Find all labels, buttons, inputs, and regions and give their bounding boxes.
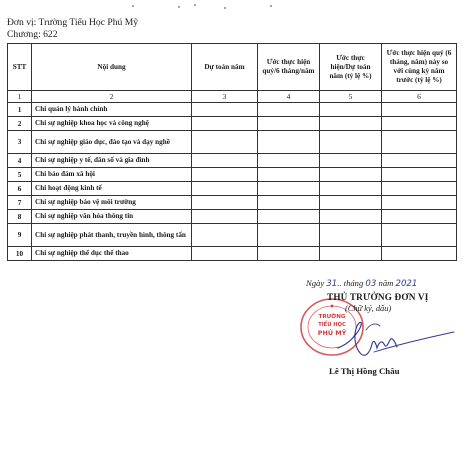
table-row	[8, 103, 457, 117]
empty-cell	[382, 117, 457, 131]
table-row	[8, 247, 457, 261]
empty-cell	[382, 224, 457, 247]
empty-cell	[258, 182, 320, 196]
column-number: 1	[8, 91, 32, 103]
table-row	[8, 154, 457, 168]
signatory-title: THỦ TRƯỞNG ĐƠN VỊ	[327, 292, 429, 302]
empty-cell	[320, 154, 382, 168]
empty-cell	[320, 224, 382, 247]
empty-cell	[320, 247, 382, 261]
table-header-row	[8, 44, 457, 91]
unit-header: Đơn vị: Trường Tiểu Học Phú Mỹ	[7, 17, 139, 28]
empty-cell	[192, 103, 258, 117]
empty-cell	[258, 103, 320, 117]
empty-cell	[258, 154, 320, 168]
row-content: Chi sự nghiệp giáo dục, đào tạo và dạy nghề	[32, 131, 192, 154]
date-month-label: tháng	[343, 278, 364, 288]
col-header-actual-vs-estimate: Ước thực hiện/Dự toán năm (tỷ lệ %)	[320, 44, 382, 91]
signature-note: (Chữ ký, dấu)	[345, 304, 392, 313]
date-year: 2021	[395, 279, 418, 289]
empty-cell	[258, 117, 320, 131]
row-content: Chi sự nghiệp khoa học và công nghệ	[32, 117, 192, 131]
row-content: Chi sự nghiệp văn hóa thông tin	[32, 210, 192, 224]
row-stt: 2	[8, 117, 32, 131]
table-row	[8, 210, 457, 224]
column-number: 6	[382, 91, 457, 103]
empty-cell	[320, 103, 382, 117]
empty-cell	[258, 168, 320, 182]
row-content: Chi quản lý hành chính	[32, 103, 192, 117]
column-number: 4	[258, 91, 320, 103]
empty-cell	[320, 168, 382, 182]
column-number: 2	[32, 91, 192, 103]
empty-cell	[192, 224, 258, 247]
budget-report-table	[7, 43, 457, 261]
date-month: 03	[365, 279, 377, 289]
signature-scribble-icon	[330, 314, 460, 362]
empty-cell	[382, 247, 457, 261]
row-stt: 9	[8, 224, 32, 247]
row-stt: 8	[8, 210, 32, 224]
row-stt: 4	[8, 154, 32, 168]
table-row	[8, 182, 457, 196]
empty-cell	[320, 117, 382, 131]
table-row	[8, 117, 457, 131]
row-stt: 10	[8, 247, 32, 261]
empty-cell	[258, 210, 320, 224]
table-row	[8, 224, 457, 247]
empty-cell	[258, 131, 320, 154]
row-stt: 6	[8, 182, 32, 196]
date-year-label: năm	[378, 278, 394, 288]
empty-cell	[258, 224, 320, 247]
empty-cell	[382, 154, 457, 168]
empty-cell	[192, 196, 258, 210]
stamp-line: TRƯỜNG	[318, 314, 346, 320]
empty-cell	[382, 182, 457, 196]
empty-cell	[192, 182, 258, 196]
col-header-content: Nội dung	[32, 44, 192, 91]
handwritten-signature	[330, 314, 460, 362]
row-content: Chi bảo đảm xã hội	[32, 168, 192, 182]
empty-cell	[320, 196, 382, 210]
col-header-annual-estimate: Dự toán năm	[192, 44, 258, 91]
empty-cell	[382, 103, 457, 117]
empty-cell	[382, 210, 457, 224]
row-stt: 1	[8, 103, 32, 117]
empty-cell	[192, 210, 258, 224]
row-stt: 7	[8, 196, 32, 210]
table-row	[8, 131, 457, 154]
col-header-stt: STT	[8, 44, 32, 91]
empty-cell	[320, 131, 382, 154]
empty-cell	[382, 196, 457, 210]
signature-date: Ngày 31.. tháng 03 năm 2021	[306, 278, 418, 289]
empty-cell	[192, 131, 258, 154]
col-header-estimated-actual: Ước thực hiện quý/6 tháng/năm	[258, 44, 320, 91]
empty-cell	[192, 117, 258, 131]
col-header-vs-last-year: Ước thực hiện quý (6 tháng, năm) này so với cùng kỳ năm trước (tỷ lệ %)	[382, 44, 457, 91]
row-content: Chi sự nghiệp bảo vệ môi trường	[32, 196, 192, 210]
table-row	[8, 196, 457, 210]
stamp-line: TIỂU HỌC	[318, 322, 346, 328]
row-content: Chi hoạt động kinh tế	[32, 182, 192, 196]
empty-cell	[258, 196, 320, 210]
empty-cell	[192, 154, 258, 168]
row-content: Chi sự nghiệp y tế, dân số và gia đình	[32, 154, 192, 168]
signatory-name: Lê Thị Hồng Châu	[329, 366, 400, 376]
empty-cell	[320, 182, 382, 196]
scan-noise	[120, 2, 320, 10]
empty-cell	[382, 168, 457, 182]
row-content: Chi sự nghiệp phát thanh, truyền hình, thông tấn	[32, 224, 192, 247]
date-prefix: Ngày	[306, 278, 325, 288]
empty-cell	[192, 247, 258, 261]
empty-cell	[320, 210, 382, 224]
row-stt: 5	[8, 168, 32, 182]
column-number: 3	[192, 91, 258, 103]
stamp-line: PHÚ MỸ	[317, 329, 347, 337]
date-day: 31	[326, 279, 338, 289]
table-row	[8, 168, 457, 182]
empty-cell	[258, 247, 320, 261]
empty-cell	[382, 131, 457, 154]
column-number-row	[8, 91, 457, 103]
chapter-header: Chương: 622	[7, 29, 58, 40]
empty-cell	[192, 168, 258, 182]
row-content: Chi sự nghiệp thể dục thể thao	[32, 247, 192, 261]
row-stt: 3	[8, 131, 32, 154]
column-number: 5	[320, 91, 382, 103]
